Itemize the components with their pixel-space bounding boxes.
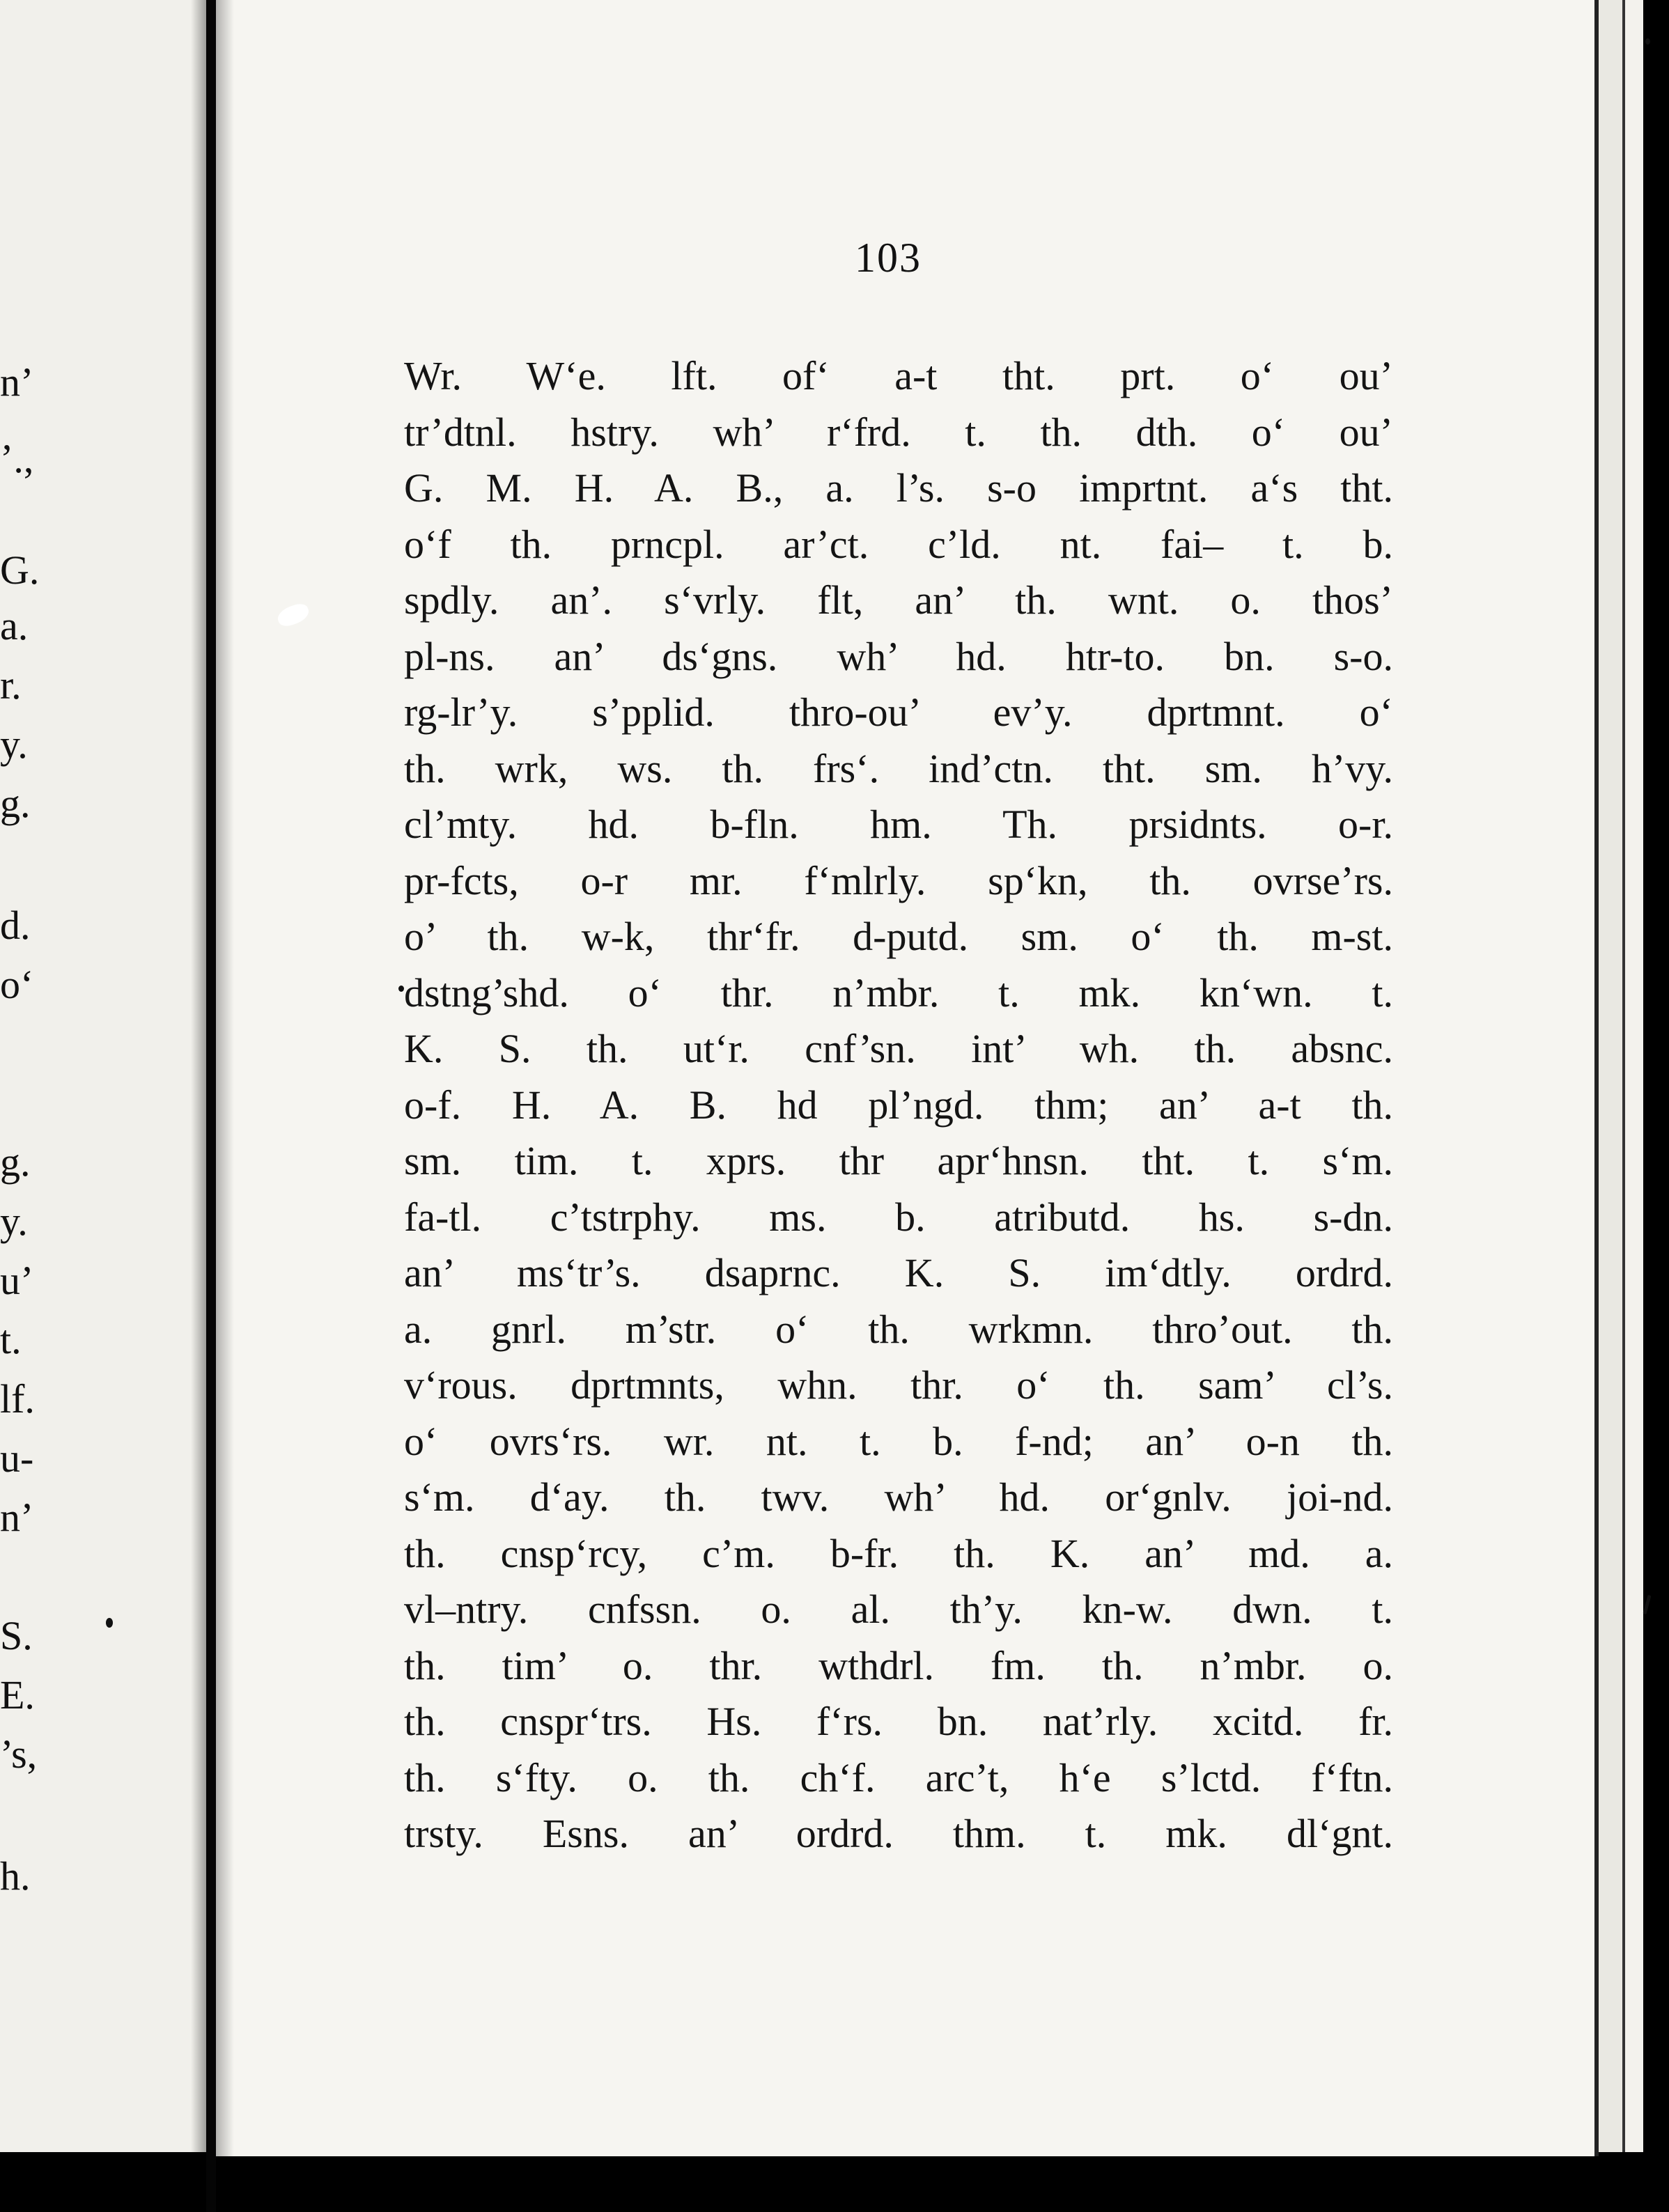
text-line: fa-tl. c’tstrphy. ms. b. atributd. hs. s-dn. — [404, 1194, 1393, 1240]
text-line: spdly. an’. s‘vrly. flt, an’ th. wnt. o. thos’ — [404, 577, 1393, 623]
previous-page-fragment: u’ — [0, 1258, 34, 1303]
scan-speck — [398, 986, 404, 992]
page-edge-right — [1599, 0, 1625, 2152]
text-line: tr’dtnl. hstry. wh’ r‘frd. t. th. dth. o‘ ou’ — [404, 409, 1393, 455]
book-spine — [206, 0, 216, 2212]
text-line: G. M. H. A. B., a. l’s. s-o imprtnt. a‘s tht. — [404, 465, 1393, 511]
page-number: 103 — [855, 235, 922, 281]
text-line: th. cnspr‘trs. Hs. f‘rs. bn. nat’rly. xcitd. fr. — [404, 1699, 1393, 1744]
text-line: pl-ns. an’ ds‘gns. wh’ hd. htr-to. bn. s-o. — [404, 633, 1393, 679]
previous-page-edge — [0, 0, 206, 2152]
previous-page-fragment: h. — [0, 1853, 31, 1899]
body-text — [404, 348, 1393, 1862]
text-line: th. s‘fty. o. th. ch‘f. arc’t, h‘e s’lctd. f‘ftn. — [404, 1754, 1393, 1800]
previous-page-fragment: g. — [0, 781, 31, 826]
text-line: v‘rous. dprtmnts, whn. thr. o‘ th. sam’ cl’s. — [404, 1362, 1393, 1408]
previous-page-fragment: n’ — [0, 359, 34, 405]
previous-page-fragment: S. — [0, 1613, 33, 1658]
text-line: Wr. W‘e. lft. of‘ a-t tht. prt. o‘ ou’ — [404, 353, 1393, 398]
text-line: sm. tim. t. xprs. thr apr‘hnsn. tht. t. s‘m. — [404, 1138, 1393, 1183]
previous-page-fragment: u- — [0, 1435, 34, 1481]
text-line: th. tim’ o. thr. wthdrl. fm. th. n’mbr. o. — [404, 1642, 1393, 1688]
previous-page-fragment: d. — [0, 903, 31, 948]
text-line: o-f. H. A. B. hd pl’ngd. thm; an’ a-t th. — [404, 1082, 1393, 1128]
previous-page-fragment: y. — [0, 722, 28, 767]
scan-speck — [1645, 38, 1650, 45]
previous-page-fragment: n’ — [0, 1495, 34, 1540]
previous-page-fragment: lf. — [0, 1376, 35, 1422]
previous-page-fragment: G. — [0, 547, 40, 593]
text-line: trsty. Esns. an’ ordrd. thm. t. mk. dl‘gnt. — [404, 1811, 1393, 1856]
text-line: K. S. th. ut‘r. cnf’sn. int’ wh. th. absnc. — [404, 1026, 1393, 1071]
previous-page-fragment: ’s, — [0, 1731, 38, 1777]
text-line: th. wrk, ws. th. frs‘. ind’ctn. tht. sm. h’vy. — [404, 745, 1393, 791]
gutter-shadow — [191, 0, 206, 2152]
text-line: vl–ntry. cnfssn. o. al. th’y. kn-w. dwn. t. — [404, 1587, 1393, 1632]
inner-edge-shadow — [216, 0, 234, 2156]
text-line: o‘f th. prncpl. ar’ct. c’ld. nt. fai– t. b. — [404, 521, 1393, 567]
text-line: o’ th. w-k, thr‘fr. d-putd. sm. o‘ th. m-st. — [404, 914, 1393, 959]
previous-page-fragment: g. — [0, 1139, 31, 1185]
previous-page-fragment: a. — [0, 603, 29, 648]
text-line: dstng’shd. o‘ thr. n’mbr. t. mk. kn‘wn. t. — [404, 969, 1393, 1015]
text-line: a. gnrl. m’str. o‘ th. wrkmn. thro’out. th. — [404, 1306, 1393, 1352]
scan-speck — [106, 1618, 113, 1628]
text-line: o‘ ovrs‘rs. wr. nt. t. b. f-nd; an’ o-n th. — [404, 1418, 1393, 1464]
page-edge-outer — [1625, 0, 1643, 2152]
text-line: s‘m. d‘ay. th. twv. wh’ hd. or‘gnlv. joi-nd. — [404, 1474, 1393, 1520]
text-line: cl’mty. hd. b-fln. hm. Th. prsidnts. o-r. — [404, 802, 1393, 847]
previous-page-fragment: t. — [0, 1317, 22, 1362]
scan-speck — [1643, 1595, 1651, 1614]
text-line: an’ ms‘tr’s. dsaprnc. K. S. im‘dtly. ordrd. — [404, 1250, 1393, 1295]
previous-page-fragment: ’., — [0, 436, 34, 481]
text-line: rg-lr’y. s’pplid. thro-ou’ ev’y. dprtmnt. o‘ — [404, 690, 1393, 735]
previous-page-fragment: r. — [0, 662, 22, 708]
text-line: th. cnsp‘rcy, c’m. b-fr. th. K. an’ md. a. — [404, 1530, 1393, 1576]
previous-page-fragment: o‘ — [0, 962, 34, 1007]
text-line: pr-fcts, o-r mr. f‘mlrly. sp‘kn, th. ovrse’rs. — [404, 857, 1393, 903]
previous-page-fragment: y. — [0, 1199, 28, 1244]
previous-page-fragment: E. — [0, 1672, 35, 1718]
